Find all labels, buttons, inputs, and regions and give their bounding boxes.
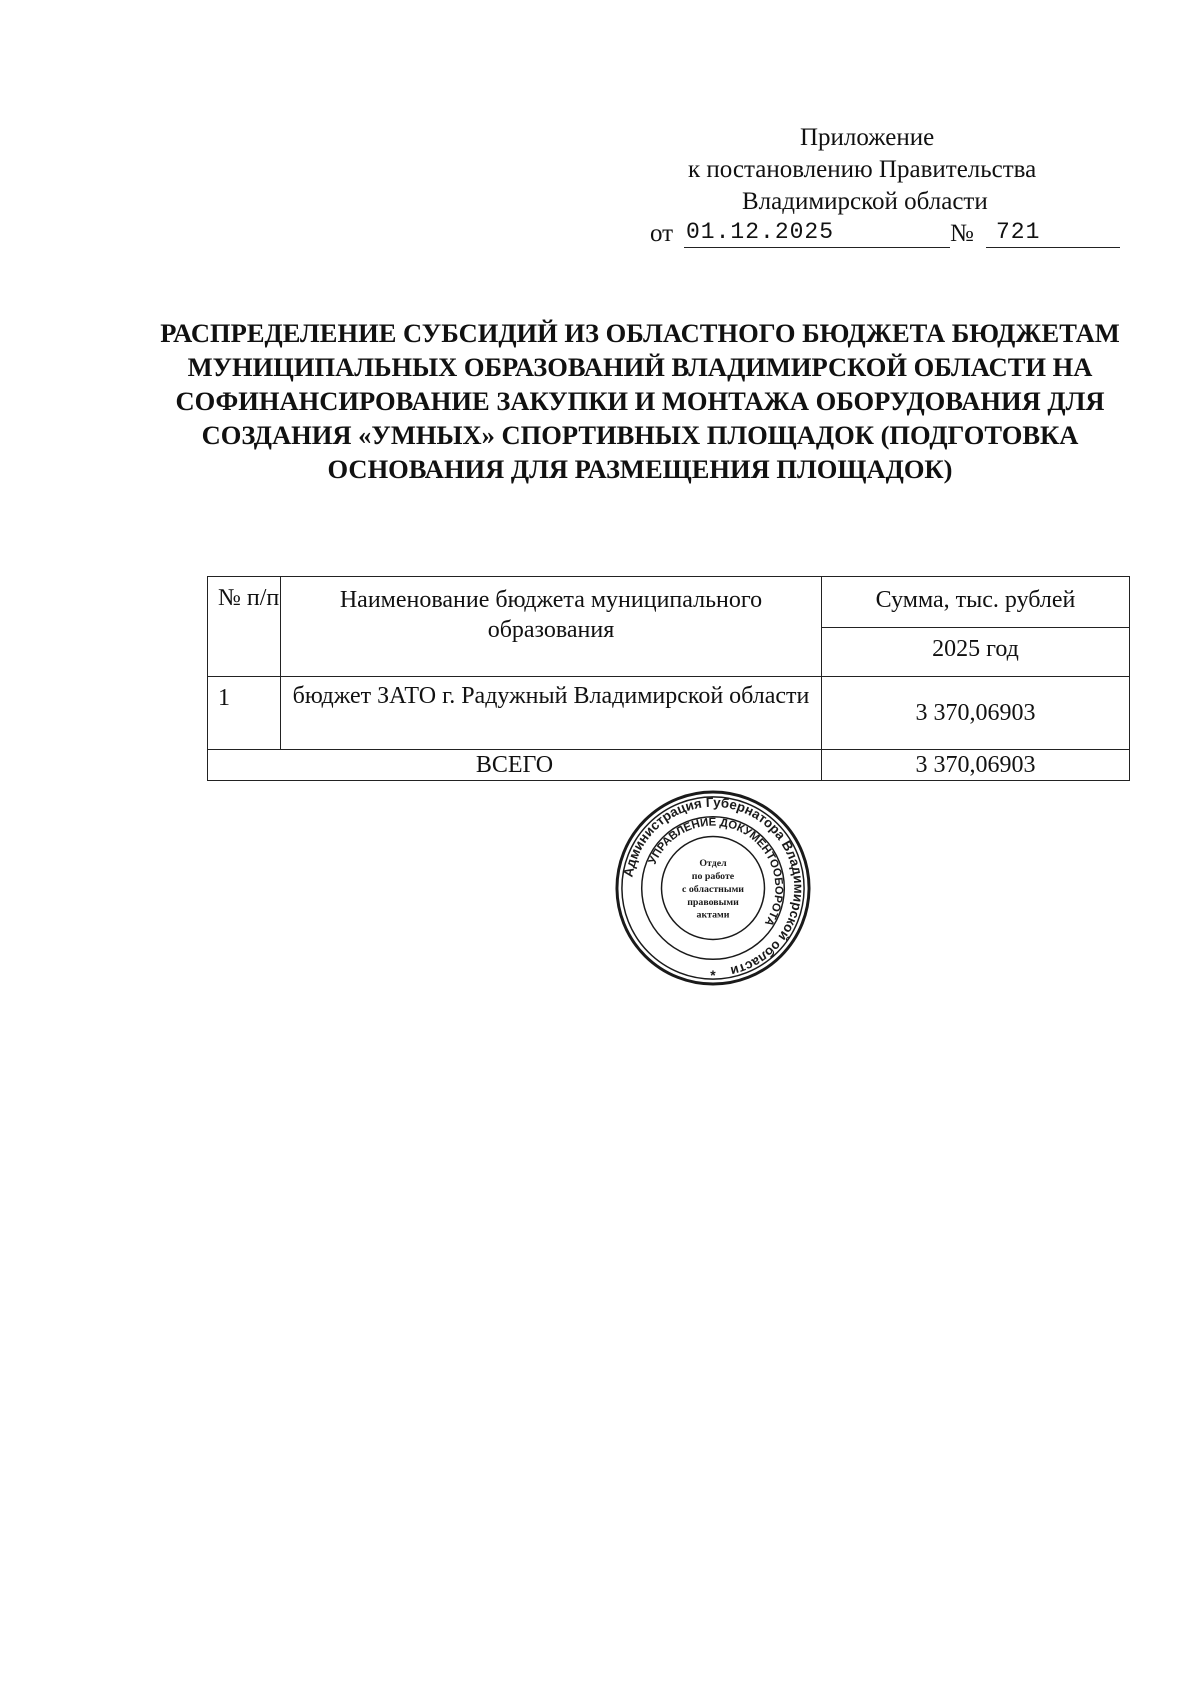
- seal-outer-text: Администрация Губернатора Владимирской области: [620, 794, 807, 980]
- header-cell-name: Наименование бюджета муниципального образования: [281, 577, 822, 677]
- seal-center-line-2: по работе: [691, 871, 735, 883]
- seal-center-line-1: Отдел: [699, 858, 727, 870]
- header-cell-number: № п/п: [208, 577, 281, 677]
- seal-center-line-4: правовыми: [687, 896, 739, 908]
- resolution-number: 721: [986, 216, 1120, 248]
- seal-center-line-5: актами: [696, 909, 730, 921]
- document-title: РАСПРЕДЕЛЕНИЕ СУБСИДИЙ ИЗ ОБЛАСТНОГО БЮДЖЕТА БЮДЖЕТАМ МУНИЦИПАЛЬНЫХ ОБРАЗОВАНИЙ ВЛАДИМИРСКОЙ ОБЛАСТИ НА СОФИНАНСИРОВАНИЕ ЗАКУПКИ И МОНТАЖА ОБОРУДОВАНИЯ ДЛЯ СОЗДАНИЯ «УМНЫХ» СПОРТИВНЫХ ПЛОЩАДОК (ПОДГОТОВКА ОСНОВАНИЯ ДЛЯ РАЗМЕЩЕНИЯ ПЛОЩАДОК): [160, 318, 1120, 484]
- resolution-date: 01.12.2025: [684, 216, 950, 248]
- date-number-line: [650, 218, 1120, 252]
- total-label: ВСЕГО: [208, 750, 822, 781]
- seal-center-line-3: с областными: [681, 883, 745, 895]
- row-number: 1: [208, 677, 281, 750]
- row-budget-name: бюджет ЗАТО г. Радужный Владимирской области: [281, 677, 822, 750]
- row-value: 3 370,06903: [822, 677, 1130, 750]
- table-row: [208, 677, 1130, 750]
- resolution-label: к постановлению Правительства: [688, 156, 1037, 183]
- appendix-label: Приложение: [800, 124, 935, 151]
- header-cell-sum: Сумма, тыс. рублей: [822, 577, 1130, 628]
- table-header-row: [208, 577, 1130, 628]
- official-seal: [614, 789, 812, 987]
- header-cell-year: 2025 год: [822, 628, 1130, 677]
- subsidy-table: [207, 576, 1130, 781]
- table-total-row: [208, 750, 1130, 781]
- seal-inner-text: УПРАВЛЕНИЕ ДОКУМЕНТООБОРОТА: [646, 816, 785, 928]
- total-value: 3 370,06903: [822, 750, 1130, 781]
- date-prefix: от: [650, 220, 674, 247]
- number-sign: №: [950, 220, 974, 247]
- region-label: Владимирской области: [742, 188, 988, 215]
- seal-star-icon: *: [710, 967, 716, 984]
